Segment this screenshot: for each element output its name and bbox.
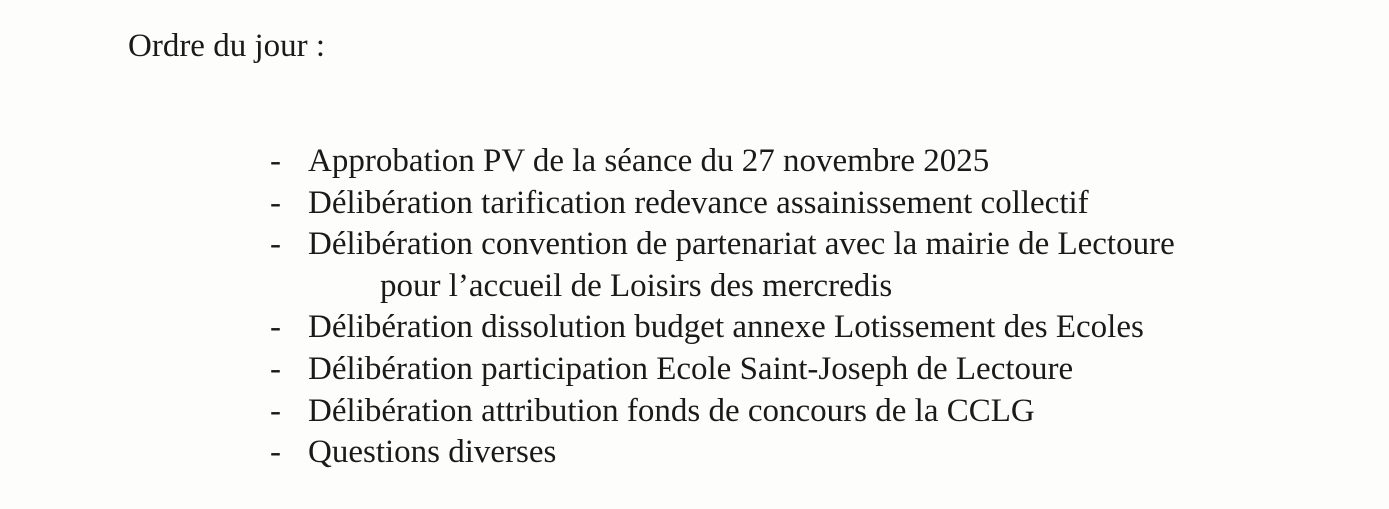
agenda-item-fonds-concours [270,391,1175,433]
agenda-item-approbation-pv [270,141,1175,183]
bullet-dash: - [270,350,281,387]
agenda-heading: Ordre du jour : [128,28,326,64]
agenda-item-text: Délibération dissolution budget annexe Lotissement des Ecoles [308,309,1144,346]
agenda-item-tarification [270,183,1175,225]
agenda-item-continuation: pour l’accueil de Loisirs des mercredis [380,267,893,304]
bullet-dash: - [270,184,281,221]
bullet-dash: - [270,434,281,471]
bullet-dash: - [270,309,281,346]
bullet-dash: - [270,392,281,429]
agenda-item-dissolution [270,307,1175,349]
agenda-item-text: Délibération participation Ecole Saint-Joseph de Lectoure [308,350,1074,387]
agenda-item-text: Questions diverses [308,434,557,471]
agenda-item-text: Délibération attribution fonds de concours de la CCLG [308,392,1035,429]
agenda-list [270,141,1175,474]
bullet-dash: - [270,226,281,263]
agenda-item-participation [270,349,1175,391]
agenda-item-text: Délibération convention de partenariat avec la mairie de Lectoure [308,226,1175,263]
agenda-item-convention [270,224,1175,307]
bullet-dash: - [270,143,281,179]
agenda-item-questions [270,432,1175,474]
agenda-item-text: Délibération tarification redevance assainissement collectif [308,184,1089,221]
agenda-item-text: Approbation PV de la séance du 27 novembre 2025 [308,143,990,179]
